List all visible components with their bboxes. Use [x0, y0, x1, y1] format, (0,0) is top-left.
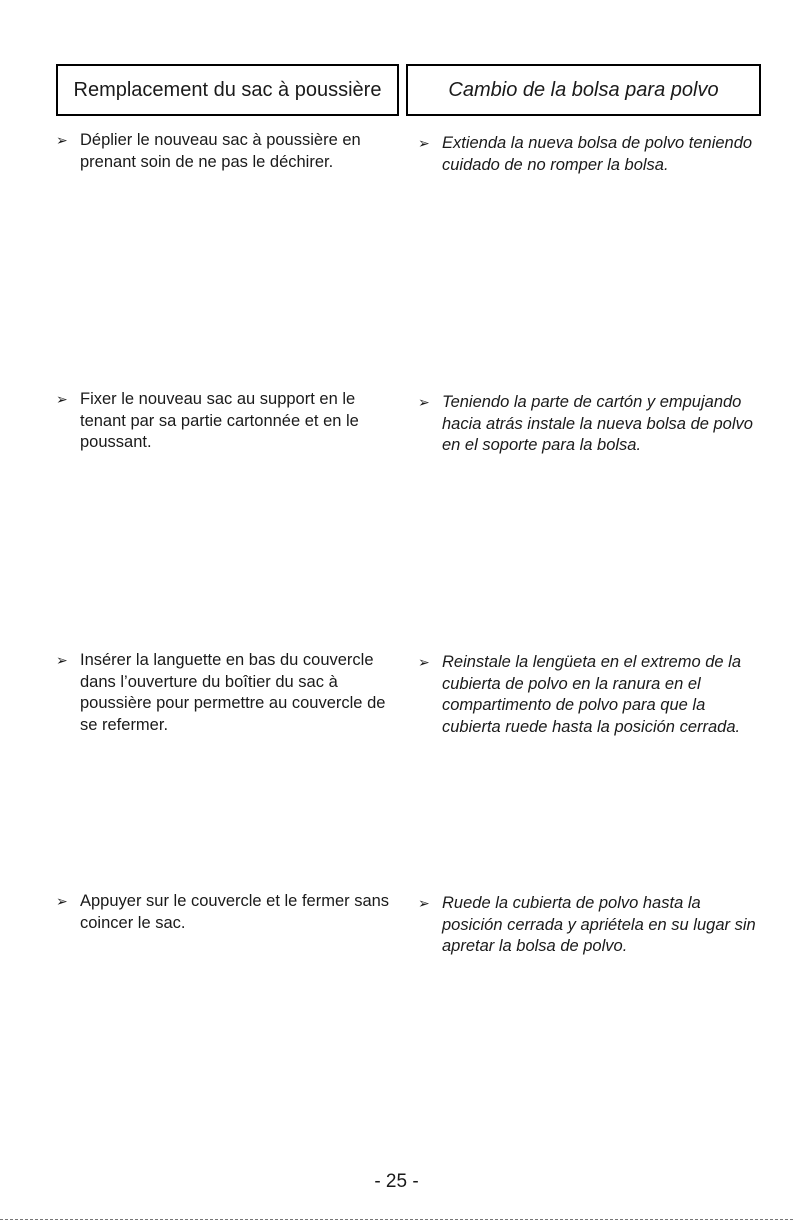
step-text: Insérer la languette en bas du couvercle dans l’ouverture du boîtier du sac à poussière pour permettre au couvercle de se refermer.: [80, 651, 386, 734]
arrow-bullet-icon: ➢: [418, 895, 430, 911]
step-text: Extienda la nueva bolsa de polvo teniendo cuidado de no romper la bolsa.: [442, 134, 753, 174]
step-text: Reinstale la lengüeta en el extremo de la cubierta de polvo en la ranura en el compartimento de polvo para que la cubierta ruede hasta la posición cerrada.: [442, 653, 742, 736]
step-es-4: [418, 893, 763, 958]
arrow-bullet-icon: ➢: [56, 391, 68, 407]
step-es-2: [418, 392, 763, 457]
step-text: Déplier le nouveau sac à poussière en prenant soin de ne pas le déchirer.: [80, 131, 361, 171]
arrow-bullet-icon: ➢: [418, 394, 430, 410]
arrow-bullet-icon: ➢: [56, 893, 68, 909]
page-number: - 25 -: [374, 1171, 419, 1192]
section-title-french: Remplacement du sac à poussière: [56, 64, 399, 116]
step-fr-4: [56, 891, 396, 934]
step-text: Appuyer sur le couvercle et le fermer sans coincer le sac.: [80, 892, 390, 932]
step-es-1: [418, 133, 763, 176]
step-text: Teniendo la parte de cartón y empujando hacia atrás instale la nueva bolsa de polvo en el soporte para la bolsa.: [442, 393, 753, 454]
step-fr-2: [56, 389, 396, 454]
step-fr-3: [56, 650, 396, 736]
arrow-bullet-icon: ➢: [418, 135, 430, 151]
arrow-bullet-icon: ➢: [418, 654, 430, 670]
step-text: Ruede la cubierta de polvo hasta la posición cerrada y apriételа en su lugar sin apretar la bolsa de polvo.: [442, 894, 756, 955]
step-es-3: [418, 652, 763, 738]
step-text: Fixer le nouveau sac au support en le tenant par sa partie cartonnée et en le poussant.: [80, 390, 359, 451]
section-title-spanish: Cambio de la bolsa para polvo: [406, 64, 761, 116]
arrow-bullet-icon: ➢: [56, 652, 68, 668]
arrow-bullet-icon: ➢: [56, 132, 68, 148]
step-fr-1: [56, 130, 396, 173]
bottom-divider: [0, 1219, 793, 1220]
